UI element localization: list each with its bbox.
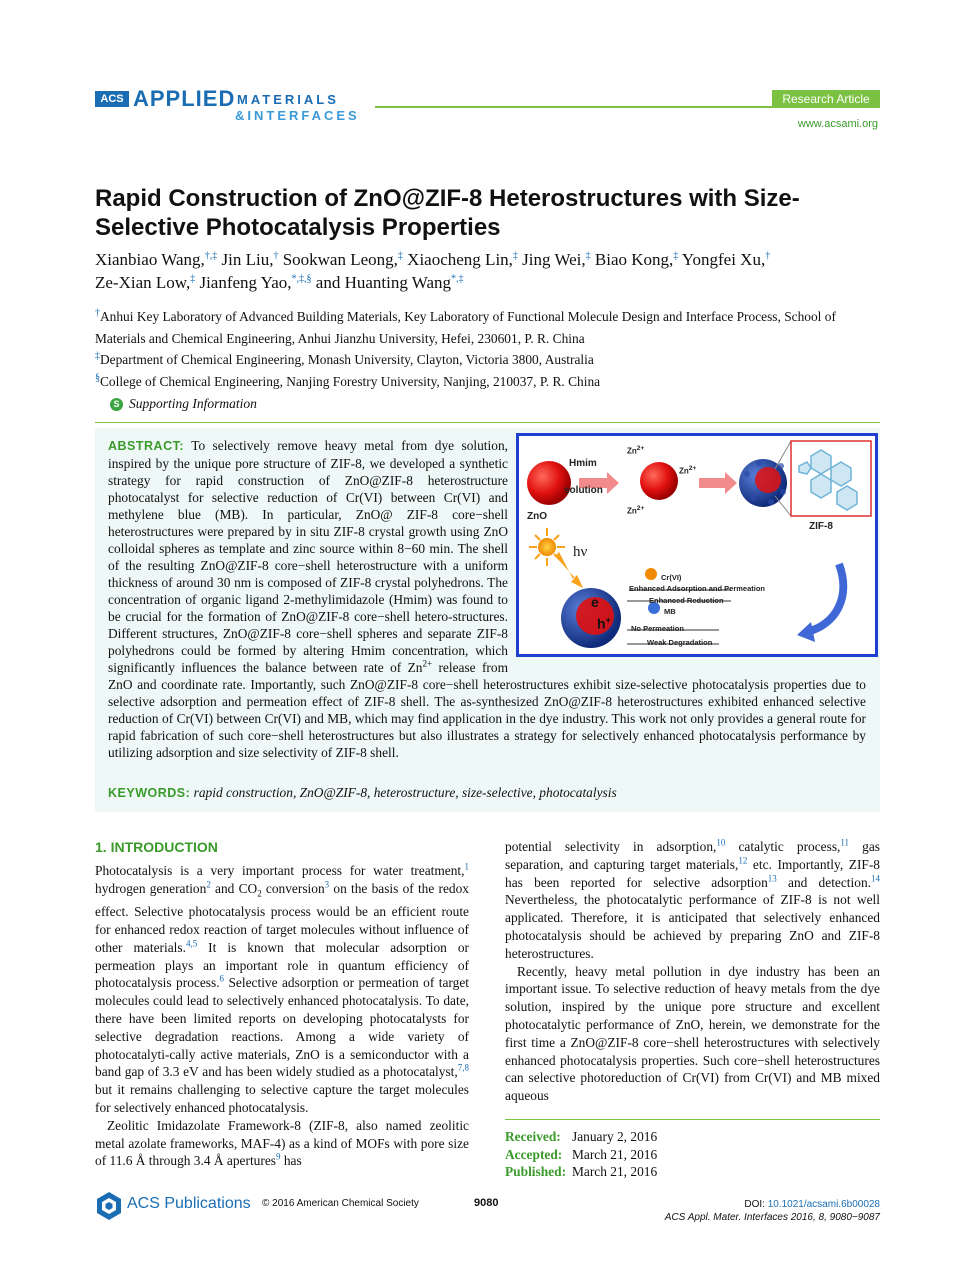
copyright: © 2016 American Chemical Society (262, 1198, 419, 1209)
journal-logo (95, 88, 365, 128)
graphic-label-crvi: Cr(VI) (661, 573, 682, 582)
text-run: Selective adsorption or permeation of target molecules could lead to selectively enhanced photocatalysis. To date, there have been limited reports on developing photocatalysts for selective degradation reactions. Among a wide variety of photocatalyti-cally active materials, ZnO is a semiconductor with a band gap of 3.3 eV and has been widely studied as a photocatalyst, (95, 975, 469, 1080)
graphic-label-hv: hν (573, 544, 588, 560)
sun (538, 538, 556, 556)
article-type-badge: Research Article (772, 90, 880, 108)
page-number: 9080 (474, 1197, 499, 1209)
author-affil-mark: ‡ (673, 250, 679, 262)
citation-ref[interactable]: 10 (716, 837, 726, 848)
citation-ref[interactable]: 6 (219, 973, 225, 984)
graphic-label-electron: e (591, 594, 599, 610)
author[interactable]: Xianbiao Wang, (95, 250, 205, 269)
affiliation (95, 306, 883, 349)
author[interactable]: Biao Kong, (594, 250, 674, 269)
citation-ref[interactable]: 11 (840, 837, 850, 848)
affiliation-text: College of Chemical Engineering, Nanjing Forestry University, Nanjing, 210037, P. R. China (100, 373, 601, 389)
graphic-label-zn-ion (679, 460, 696, 480)
text-run: on the basis of the redox effect. Selective photocatalysis process would be an efficient route for enhanced redox reaction of target molecules without influence of other materials. (95, 880, 470, 955)
abstract (108, 437, 866, 761)
author-affil-mark: † (765, 250, 771, 262)
author-affil-mark: ‡ (585, 250, 591, 262)
dissolving-zno-sphere (640, 462, 678, 500)
graphic-label-hole (597, 612, 611, 633)
dates-rule (505, 1119, 880, 1120)
core-shell-core (755, 467, 781, 493)
author-list (95, 248, 885, 294)
graphic-label-solution: solution (564, 485, 603, 496)
journal-name-interfaces: &INTERFACES (235, 108, 360, 123)
paragraph (95, 862, 469, 1117)
abstract-top-rule (95, 422, 880, 423)
toc-graphic-container (516, 433, 880, 659)
curved-arrow-head (797, 622, 815, 642)
graphic-label-enhanced-adsorption: Enhanced Adsorption and Permeation (629, 584, 765, 593)
abstract-label: ABSTRACT: (108, 439, 185, 453)
doi-line (665, 1198, 880, 1211)
citation-ref[interactable]: 2 (206, 879, 211, 890)
hole-charge: + (605, 615, 611, 625)
date-value: January 2, 2016 (572, 1129, 658, 1144)
article-dates (505, 1128, 657, 1181)
author[interactable]: Yongfei Xu, (681, 250, 766, 269)
graphic-label-zn-ion (627, 440, 644, 460)
graphic-label-zn-ion (627, 500, 644, 520)
author[interactable]: Jing Wei, (522, 250, 586, 269)
citation-line: ACS Appl. Mater. Interfaces 2016, 8, 9080−9087 (664, 1212, 880, 1223)
abstract-text-cont: release from ZnO and coordinate rate. Importantly, such ZnO@ZIF-8 core−shell heterostructures exhibit size-selective photocatalysis properties due to selective adsorption and permeation effect of ZIF-8 shell. The as-synthesized ZnO@ZIF-8 heterostructures exhibited enhanced selective reduction of Cr(VI) between Cr(VI) and MB, which may find application in the dye industry. This work not only provides a general route for rapid fabrication of such core−shell heterostructures but also illustrates a strategy for selectively enhanced photocatalysis performance by utilizing adsorption and size selectivity of ZIF-8 shell. (108, 660, 866, 760)
text-run: gas separation, and capturing target materials, (505, 839, 880, 872)
paragraph (505, 838, 880, 963)
text-run: It is known that molecular adsorption or permeation plays an important role in quantum efficiency of photocatalysis process. (95, 939, 469, 991)
date-accepted (505, 1146, 657, 1164)
author-affil-mark: †,‡ (204, 250, 218, 262)
graphic-label-mb: MB (664, 607, 676, 616)
date-received (505, 1128, 657, 1146)
affiliation (95, 371, 883, 393)
keywords-label: KEYWORDS: (108, 786, 191, 800)
affiliation (95, 349, 883, 371)
acs-publications-logo[interactable] (95, 1191, 255, 1221)
author-affil-mark: *,‡ (451, 273, 464, 285)
journal-name-materials: MATERIALS (237, 92, 339, 107)
abstract-text: To selectively remove heavy metal from dye solution, inspired by the unique pore structure of ZIF-8, we developed a synthetic strategy for rapid construction of ZnO@ZIF-8 heterostructure photocatalyst for selective reduction of Cr(VI) between Cr(VI) and methylene blue (MB). In particular, ZnO@ ZIF-8 core−shell heterostructures were prepared by in situ ZIF-8 crystal growth using ZnO colloidal spheres as template and zinc source within 8−60 min. The shell of the resulting ZnO@ZIF-8 core−shell heterostructure with a uniform thickness of around 30 nm is composed of ZIF-8 crystal polyhedrons. The concentration of organic ligand 2-methylimidazole (Hmim) was found to be crucial for the formation of ZnO@ZIF-8 core−shell hetero-structures. Different structures, ZnO@ZIF-8 core−shell spheres and separate ZIF-8 polyhedrons could be formed by altering Hmim concentration, which significantly influences the balance between rate of Zn (108, 438, 508, 675)
text-run: potential selectivity in adsorption, (505, 839, 717, 854)
author[interactable]: Sookwan Leong, (282, 250, 398, 269)
zn-ion-charge: 2+ (636, 445, 645, 452)
citation-ref[interactable]: 4,5 (185, 938, 198, 949)
affiliation-text: Department of Chemical Engineering, Monash University, Clayton, Victoria 3800, Australia (100, 352, 594, 367)
author[interactable]: Xiaocheng Lin, (407, 250, 513, 269)
text-run: Photocatalysis is a very important process for water treatment, (95, 863, 465, 878)
author-affil-mark: ‡ (512, 250, 518, 262)
crvi-dot (645, 568, 657, 580)
acs-logo-box: ACS (95, 91, 129, 107)
graphic-label-hmim: Hmim (569, 458, 597, 469)
paragraph (95, 1117, 469, 1170)
date-value: March 21, 2016 (572, 1164, 658, 1179)
doi-prefix: DOI: (744, 1199, 768, 1210)
date-value: March 21, 2016 (572, 1146, 658, 1162)
graphic-label-weak-degradation: Weak Degradation (647, 638, 713, 647)
citation-ref[interactable]: 3 (324, 879, 330, 890)
citation-ref[interactable]: 14 (870, 873, 880, 884)
graphic-label-no-permeation: No Permeation (631, 624, 684, 633)
paragraph: Recently, heavy metal pollution in dye industry has been an important issue. To selective reduction of heavy metals from the dye solution, inspired by the unique pore structure and excellent photocatalytic performance of ZnO, herein, we demonstrate for the first time a ZnO@ZIF-8 core−shell heterostructures with selectively enhanced photocatalysis properties. Such core−shell heterostructures can selective photoreduction of Cr(VI) from Cr(VI) and MB mixed aqueous (505, 963, 880, 1104)
affiliation-text: Anhui Key Laboratory of Advanced Building Materials, Key Laboratory of Functional Molecule Design and Interface Process, School of Materials and Chemical Engineering, Anhui Jianzhu University, Hefei, 230601, P. R. China (95, 309, 836, 346)
supporting-info-icon: S (110, 398, 123, 411)
text-run: has (280, 1153, 302, 1169)
citation-ref[interactable]: 12 (738, 855, 748, 866)
doi-block (665, 1198, 880, 1224)
graphic-label-enhanced-reduction: Enhanced Reduction (649, 596, 724, 605)
citation-ref[interactable]: 1 (464, 861, 469, 872)
hole-text: h (597, 615, 606, 632)
zn-ion-text: Zn (627, 506, 637, 516)
citation-ref[interactable]: 13 (767, 873, 777, 884)
zn-ion-charge: 2+ (636, 505, 645, 512)
author-affil-mark: † (273, 250, 279, 262)
zn-superscript: 2+ (422, 658, 433, 669)
arrow-2 (699, 472, 737, 494)
affiliation-mark: ‡ (95, 350, 100, 362)
text-run: hydrogen generation (95, 880, 207, 896)
affiliations (95, 306, 883, 392)
text-run: but it remains challenging to selective capture the target molecules for selectively enhanced photocatalysis. (95, 1082, 469, 1116)
author-affil-mark: ‡ (190, 273, 196, 285)
affiliation-mark: † (95, 307, 100, 319)
citation-ref[interactable]: 7,8 (457, 1062, 469, 1073)
supporting-info-link[interactable] (110, 396, 257, 412)
author[interactable]: Jianfeng Yao, (199, 273, 292, 292)
text-run: Zeolitic Imidazolate Framework-8 (ZIF-8, also named zeolitic metal azolate frameworks, MAF-4) as a kind of MOFs with pore size of 11.6 Å through 3.4 Å apertures (95, 1117, 469, 1169)
subscript: 2 (257, 888, 262, 899)
zn-ion-text: Zn (627, 446, 637, 456)
text-run: and detection. (776, 874, 871, 890)
journal-name-applied: APPLIED (133, 86, 236, 111)
citation-ref[interactable]: 9 (275, 1151, 281, 1162)
author[interactable]: and Huanting Wang (315, 273, 452, 292)
author-affil-mark: *,‡,§ (291, 273, 312, 285)
author[interactable]: Jin Liu, (221, 250, 274, 269)
text-run: and CO (210, 880, 258, 896)
graphic-label-zif8: ZIF-8 (809, 521, 833, 532)
date-published (505, 1163, 657, 1181)
curved-arrow (807, 564, 843, 632)
keywords-text: rapid construction, ZnO@ZIF-8, heterostructure, size-selective, photocatalysis (193, 785, 617, 800)
text-run: Nevertheless, the photocatalytic performance of ZIF-8 is not well applicated. Therefore, it is anticipated that selectively enhanced photocatalysis should be achieved by preparing ZnO and ZIF-8 heterostructures. (505, 892, 880, 961)
date-label: Received: (505, 1129, 561, 1144)
author[interactable]: Ze-Xian Low, (95, 273, 191, 292)
acs-hexagon-icon (95, 1191, 123, 1221)
author-affil-mark: ‡ (397, 250, 403, 262)
affiliation-mark: § (95, 372, 100, 384)
text-run: conversion (261, 880, 325, 896)
toc-graphic (516, 433, 878, 657)
date-label: Published: (505, 1164, 567, 1179)
publisher-name: ACS Publications (127, 1195, 251, 1212)
article-title: Rapid Construction of ZnO@ZIF-8 Heterostructures with Size-Selective Photocatalysis Properties (95, 185, 800, 241)
body-column-left (95, 838, 469, 1170)
text-run: etc. Importantly, ZIF-8 has been reported for selective adsorption (505, 856, 881, 890)
date-label: Accepted: (505, 1146, 563, 1162)
zn-ion-text: Zn (679, 466, 689, 476)
graphic-label-zno: ZnO (527, 511, 547, 522)
doi-link[interactable]: 10.1021/acsami.6b00028 (767, 1199, 880, 1210)
zn-ion-charge: 2+ (688, 465, 697, 472)
supporting-info-label: Supporting Information (129, 396, 257, 411)
body-column-right (505, 838, 880, 1105)
text-run: catalytic process, (725, 839, 841, 854)
keywords (108, 785, 866, 801)
section-heading-introduction: 1. INTRODUCTION (95, 839, 218, 855)
journal-url-link[interactable]: www.acsami.org (797, 118, 878, 130)
